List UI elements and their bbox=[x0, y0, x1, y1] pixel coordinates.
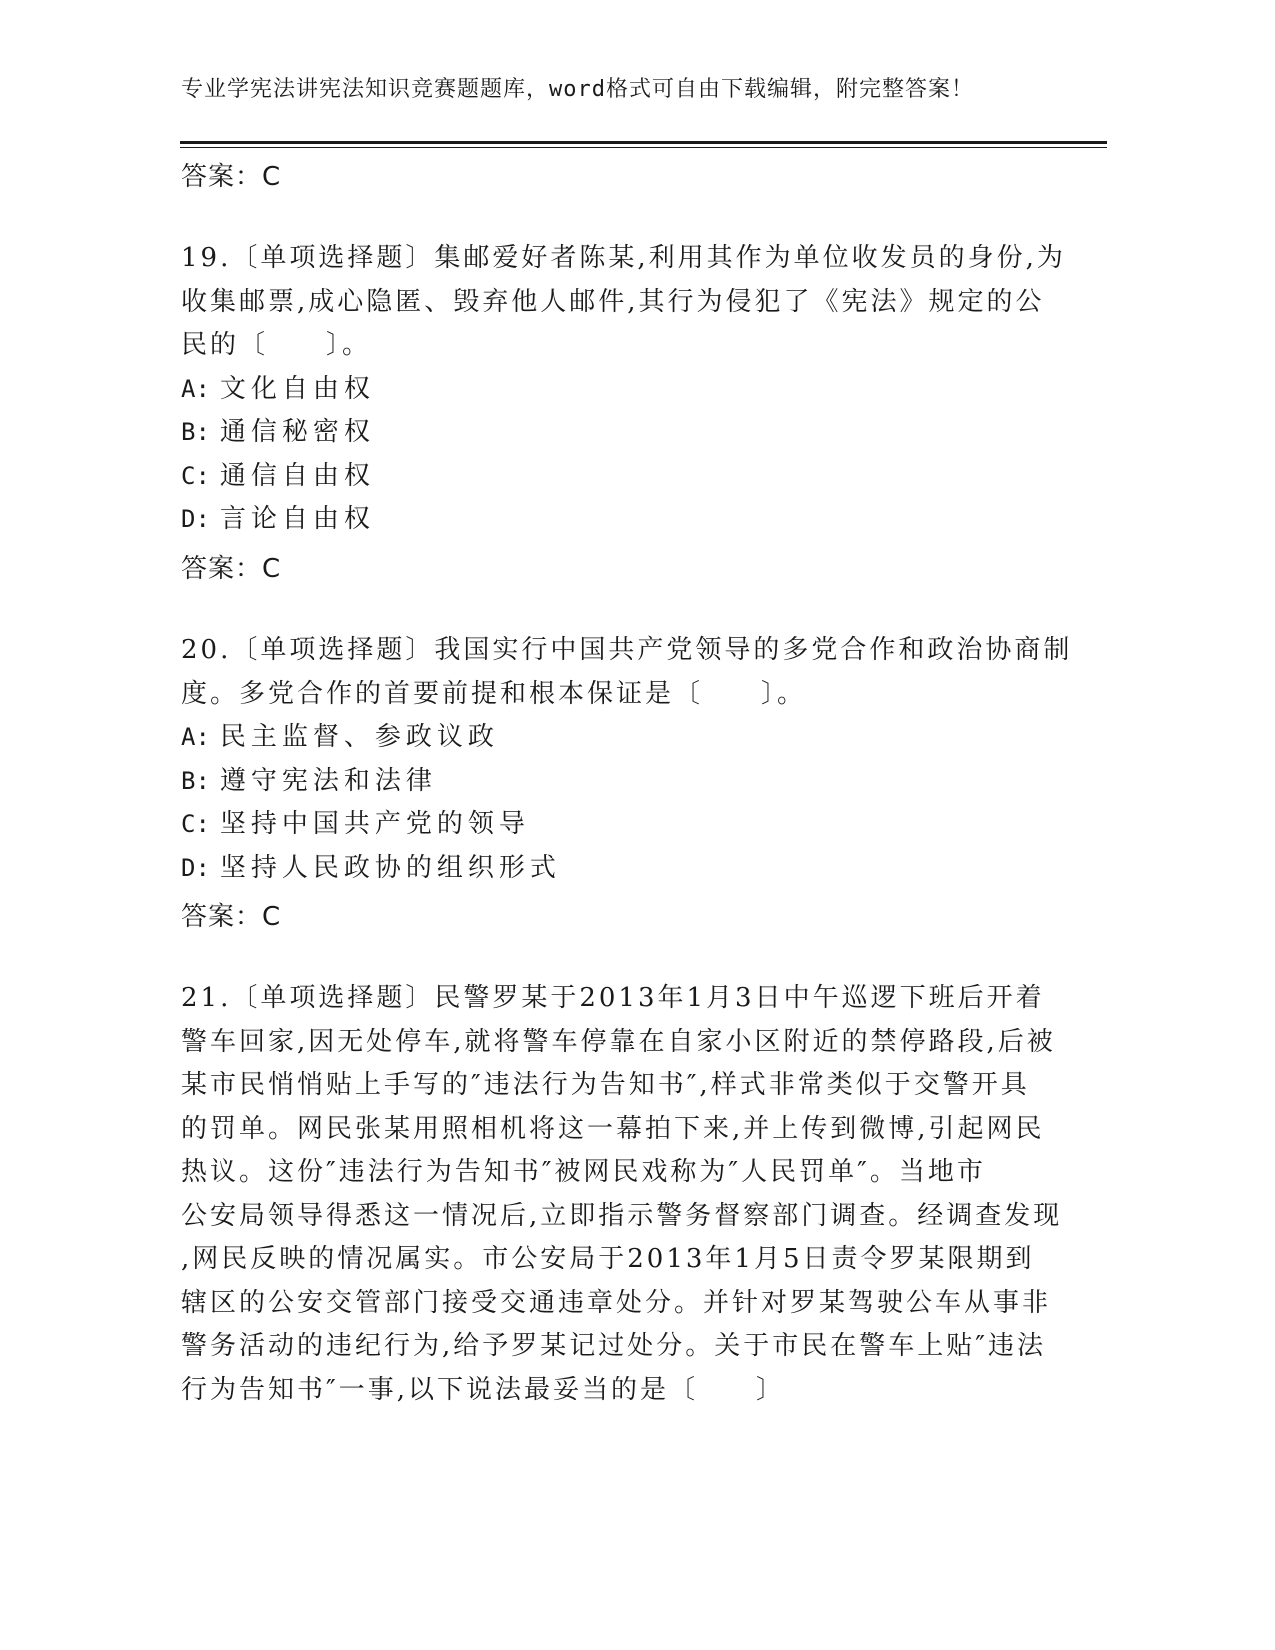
option-d bbox=[181, 847, 1041, 891]
option-a bbox=[181, 716, 1041, 760]
option-text: 言论自由权 bbox=[219, 504, 375, 534]
answer-q19: 答案：C bbox=[181, 554, 282, 584]
question-line: 21.〔单项选择题〕民警罗某于2013年1月3日中午巡逻下班后开着 bbox=[181, 983, 1045, 1013]
option-d bbox=[181, 498, 1041, 542]
answer-q18: 答案：C bbox=[181, 162, 282, 192]
question-line: 热议。这份″违法行为告知书″被网民戏称为″人民罚单″。当地市 bbox=[181, 1157, 986, 1187]
question-21 bbox=[181, 977, 1063, 1412]
question-20 bbox=[181, 629, 1073, 890]
header-divider-thick bbox=[180, 141, 1107, 144]
option-b bbox=[181, 411, 1041, 455]
question-line: 民的〔 〕。 bbox=[181, 330, 372, 360]
option-letter: B: bbox=[181, 418, 210, 446]
option-text: 坚持中国共产党的领导 bbox=[219, 809, 530, 839]
option-c bbox=[181, 803, 1041, 847]
option-text: 民主监督、参政议政 bbox=[219, 722, 499, 752]
option-letter: C: bbox=[181, 461, 210, 490]
option-text: 遵守宪法和法律 bbox=[219, 765, 437, 796]
question-line: 20.〔单项选择题〕我国实行中国共产党领导的多党合作和政治协商制 bbox=[181, 635, 1073, 665]
option-letter: A: bbox=[181, 374, 210, 403]
answer-q20: 答案：C bbox=[181, 902, 282, 932]
option-text: 通信秘密权 bbox=[219, 417, 375, 447]
question-line: 警车回家,因无处停车,就将警车停靠在自家小区附近的禁停路段,后被 bbox=[181, 1026, 1056, 1057]
question-line: 收集邮票,成心隐匿、毁弃他人邮件,其行为侵犯了《宪法》规定的公 bbox=[181, 286, 1045, 317]
option-text: 文化自由权 bbox=[219, 373, 375, 404]
option-a bbox=[181, 368, 1041, 412]
question-line: 度。多党合作的首要前提和根本保证是〔 〕。 bbox=[181, 678, 807, 709]
option-letter: C: bbox=[181, 810, 210, 838]
question-line: 辖区的公安交管部门接受交通违章处分。并针对罗某驾驶公车从事非 bbox=[181, 1287, 1052, 1318]
option-text: 通信自由权 bbox=[219, 460, 375, 491]
question-19 bbox=[181, 237, 1066, 542]
question-line: 19.〔单项选择题〕集邮爱好者陈某,利用其作为单位收发员的身份,为 bbox=[181, 243, 1066, 273]
page-header: 专业学宪法讲宪法知识竞赛题题库，word格式可自由下载编辑，附完整答案！ bbox=[181, 77, 974, 102]
option-text: 坚持人民政协的组织形式 bbox=[219, 852, 561, 883]
option-letter: D: bbox=[181, 853, 210, 882]
question-line: 公安局领导得悉这一情况后,立即指示警务督察部门调查。经调查发现 bbox=[181, 1200, 1063, 1231]
option-b bbox=[181, 760, 1041, 804]
option-letter: B: bbox=[181, 766, 210, 795]
header-divider-thin bbox=[180, 147, 1107, 148]
question-line: 行为告知书″一事,以下说法最妥当的是〔 〕 bbox=[181, 1374, 785, 1405]
option-c bbox=[181, 455, 1041, 499]
option-letter: D: bbox=[181, 505, 210, 533]
question-line: 某市民悄悄贴上手写的″违法行为告知书″,样式非常类似于交警开具 bbox=[181, 1070, 1030, 1100]
question-line: ,网民反映的情况属实。市公安局于2013年1月5日责令罗某限期到 bbox=[181, 1244, 1035, 1274]
question-line: 警务活动的违纪行为,给予罗某记过处分。关于市民在警车上贴″违法 bbox=[181, 1331, 1046, 1361]
question-line: 的罚单。网民张某用照相机将这一幕拍下来,并上传到微博,引起网民 bbox=[181, 1113, 1045, 1144]
option-letter: A: bbox=[181, 723, 210, 751]
